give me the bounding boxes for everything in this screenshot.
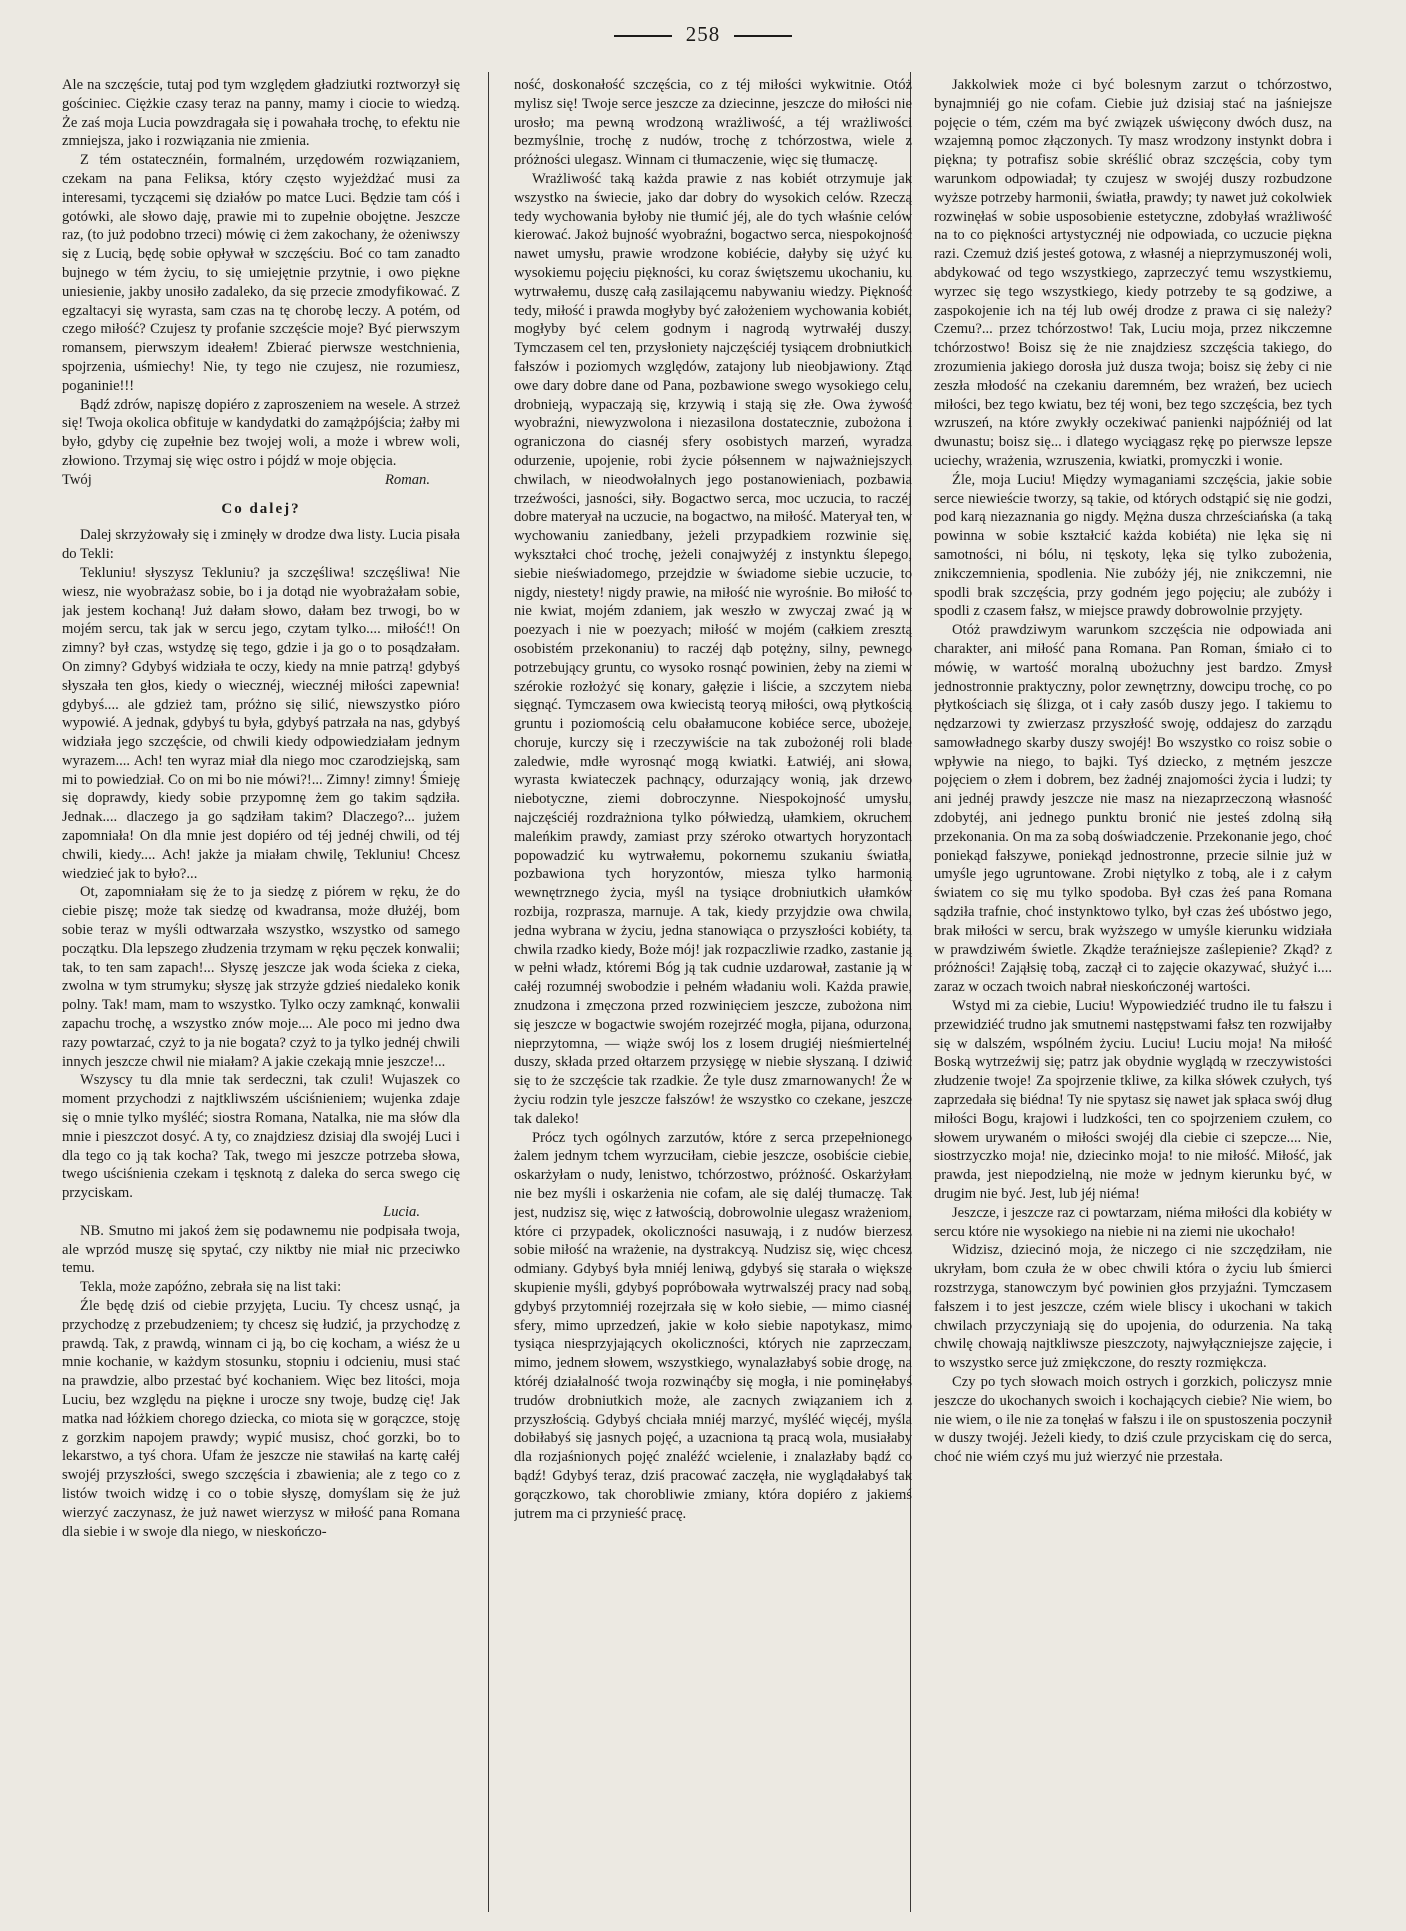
- paragraph: Otóż prawdziwym warunkom szczęścia nie odpowiada ani charakter, ani miłość pana Romana. Pan Roman, śmiało ci to mówię, w wartość moralną ubożuchny jest bardzo. Zmysł jednostronnie praktyczny, polor zewnętrzny, dowcipu trochę, co po płytkościach się ślizga, ot i cały zasób duszy jego. I takiemu to nędzarzowi ty zwierzasz przyszłość swoję, oddajesz do zarządu samowładnego skarby duszy swojéj! Bo wszystko co roisz sobie o wpływie na niego, to bajki. Tyś dziecko, z mętném jeszcze pojęciem o złem i dobrem, bez żadnéj znajomości życia i ludzi; ty ani jednéj prawdy jeszcze nie masz na niezaprzeczoną własność zdobytéj, ani jednego punktu bronić nie jesteś zdolną siłą przekonania. On ma za sobą doświadczenie. Przekonanie jego, choć poniekąd fałszywe, poniekąd jednostronne, przecie silnie już w umyśle jego ugruntowane. Zrobi niętylko z tobą, ale i z całym światem co się mu tylko spodoba. Był czas żeś pana Romana sądziła trafnie, choć instynktowo tylko, był czas żeś ubóstwo jego, brak miłości w sercu, brak wyższego w umyśle kierunku widziała w prawdziwém świetle. Zkądże teraźniejsze zaślepienie? Zkąd? z próżności! Zająłsię tobą, zaczął ci to zajęcie okazywać, służyć i.... zaraz w oczach twoich nabrał nieskończonéj wartości.: [934, 622, 1332, 996]
- paragraph: Wstyd mi za ciebie, Luciu! Wypowiedziéć trudno ile tu fałszu i przewidziéć trudno jak smutnemi następstwami fałsz ten rozwijałby się w dalszém, wspólném życiu. Luciu! Luciu moja! Na miłość Boską wytrzeźwij się; patrz jak obydnie wyglądą w rzeczywistości złudzenie twoje! Za spojrzenie tkliwe, za kilka słówek czułych, tyś zaprzedała się biédna! Ty nie spytasz się nawet jak spłaca swój dług miłości Bogu, krajowi i ludzkości, ten co spojrzeniem czułem, co słowem urywaném o miłości swojéj dla ciebie ci szepcze.... Nie, siostrzyczko moja! nie, dziecinko moja! to nie miłość. Miłość, jak prawda, jest niepodzielną, nie może w jednym kierunku być, w drugim nie być. Jest, lub jéj niéma!: [934, 998, 1332, 1203]
- paragraph: Widzisz, dziecinó moja, że niczego ci nie szczędziłam, nie ukryłam, bom czuła że w obec chwili która o życiu lub śmierci rozstrzyga, stanowczym być powinien głos przyjaźni. Tymczasem fałszem i to jest jeszcze, czém wiele bliscy i ukochani w takich chwilach przyczyniają się do upojenia, do odurzenia. Na taką chwilę chowają najtkliwsze pieszczoty, najwyłączniejsze zajęcie, i to wszystko serce już zmiękczone, do reszty rozmiękcza.: [934, 1242, 1332, 1372]
- section-heading: Co dalej?: [221, 500, 301, 517]
- signature-line: [62, 471, 460, 490]
- column-2: [514, 76, 912, 1902]
- header-rule-right: [734, 35, 792, 37]
- paragraph: NB. Smutno mi jakoś żem się podawnemu nie podpisała twoja, ale wprzód muszę się spytać, czy niktby nie miał nic przeciwko temu.: [62, 1222, 460, 1277]
- page-number-text: 258: [685, 22, 721, 46]
- paragraph: Z tém ostatecznéin, formalném, urzędowém rozwiązaniem, czekam na pana Feliksa, który często wyjeżdżać musi za interesami, tyczącemi się działów po matce Luci. Będzie tam cóś i gotówki, ale słowo daję, prawie mi to zupełnie obojętne. Jeszcze raz, (to już podobno trzeci) mówię ci żem zakochany, że ożeniwszy się z Lucią, będę sobie opływał w szczęściu. Boć co tam zanadto bujnego w tém życiu, to się umiejętnie przytnie, i owo piękne uniesienie, jakby unosiło zadaleko, da się przecie zmodyfikować. Z egzaltacyi się wyrasta, sam czas na tę chorobę leczy. A potém, od czego miłość? Czujesz ty profanie szczęście moje? Być pierwszym romansem, pierwszym ideałem! Zbierać pierwsze westchnienia, spojrzenia, uśmiechy! Nie, ty tego nie czujesz, nie rozumiesz, poganinie!!!: [62, 152, 460, 394]
- signature-roman: Roman.: [385, 471, 430, 488]
- column-3: [934, 76, 1332, 1902]
- paragraph: Źle będę dziś od ciebie przyjęta, Luciu. Ty chcesz usnąć, ja przychodzę z przebudzeniem; ty chcesz się łudzić, ja przychodzę z prawdą. Tak, z prawdą, winnam ci ją, bo cię kocham, a wiész że u mnie kochanie, w każdym stosunku, stopniu i odcieniu, musi stać na prawdzie, albo przestać być kochaniem. Więc bez litości, moja Luciu, bez względu na piękne i urocze sny twoje, budzę cię! Jak matka nad łóżkiem chorego dziecka, co miota się w gorączce, stoję z gorzkim napojem prawdy; wypić musisz, choć gorzki, bo to lekarstwo, a tyś chora. Ufam że jeszcze nie stawiłaś na kartę całéj swojéj przyszłości, swego szczęścia i zbawienia; ale z tego co z listów twoich widzę i co o tobie słyszę, domyślam się że już wierzyć zaczynasz, że już nawet wierzysz w miłość pana Romana dla siebie i w swoje dla niego, w nieskończo-: [62, 1298, 460, 1540]
- paragraph: Ale na szczęście, tutaj pod tym względem gładziutki roztworzył się gościniec. Ciężkie czasy teraz na panny, mamy i ciocie to wiedzą. Że zaś moja Lucia powzdragała się i powahała trochę, to efektu nie zmniejsza, jako i rozwiązania nie zmienia.: [62, 77, 460, 150]
- paragraph: Jeszcze, i jeszcze raz ci powtarzam, niéma miłości dla kobiéty w sercu które nie wysokiego na niebie ni na ziemi nie ukochało!: [934, 1204, 1332, 1240]
- signature-closing: Twój: [62, 471, 92, 488]
- paragraph: Prócz tych ogólnych zarzutów, które z serca przepełnionego żalem jednym tchem wyrzuciłam, ciebie jeszcze, osobiście ciebie, oskarżyłam o nudy, lenistwo, tchórzostwo, próżność. Oskarżyłam nie bez myśli i oskarżenia nie cofam, ale się daléj tłumaczę. Tak jest, nudzisz się, więc z łatwością, dobrowolnie ulegasz wrażeniom, które ci przypadek, okoliczności nasuwają, i z nudów bierzesz sobie miłość na wrażenie, na dystrakcyą. Nudzisz się, więc chcesz odmiany. Gdybyś była mniéj leniwą, gdybyś się starała o większe skupienie myśli, gdybyś popróbowała wytrwalszéj pracy nad sobą, gdybyś przytomniéj rozejrzała się w koło siebie, — mimo ciasnéj sfery, mimo uprzedzeń, jakie w koło siebie napotykasz, mimo tysiąca niesprzyjających okoliczności, których nie zaprzeczam, mimo, jednem słowem, wszystkiego, wynalazłabyś sobie drogę, na któréj działalność twoja rozwinąćby się mogła, i nie pominęłabyś trudów drobniutkich może, ale zacnych związaniem ich z przyszłością. Gdybyś chciała mniéj marzyć, myśléć więcéj, myśla dobiłabyś się jasnych pojęć, a uzacniona tą pracą wola, musiałaby dla rozjaśnionych pojęć znaléźć wcielenie, i znalazłaby bądź co bądź! Gdybyś teraz, dziś pracować zaczęła, nie wyglądałabyś tak gorączkowo, tak chorobliwie zmiany, która dopiéro z jakiemś jutrem ma ci przynieść pracę.: [514, 1129, 912, 1522]
- paragraph: Czy po tych słowach moich ostrych i gorzkich, policzysz mnie jeszcze do ukochanych swoich i kochających ciebie? Nie wiem, bo nie wiem, o ile nie za tonęłaś w fałszu i ile on spustoszenia poczynił w duszy twojéj. Jeżeli kiedy, to dziś czule przyciskam cię do serca, choć nie wiém czyś mu już wierzyć nie przestała.: [934, 1373, 1332, 1466]
- paragraph: Wrażliwość taką każda prawie z nas kobiét otrzymuje jak wszystko na świecie, jako dar dobry do wysokich celów. Rzeczą tedy wychowania byłoby nie tłumić jéj, ale do tych właśnie celów kierować. Jakoż bujność wyobraźni, bogactwo serca, niespokojność nawet umysłu, prawie wrodzone kobiécie, dałyby się użyć ku wysokiemu pojęciu piękności, ku coraz świętszemu ukochaniu, ku wytrwałemu, duszę całą zasilającemu nabywaniu wiedzy. Piękność tedy, miłość i prawda mogłyby być założeniem wychowania kobiét, mogłyby być celem godnym i nagrodą wytrwałéj duszy. Tymczasem cel ten, przysłoniety najczęściéj tysiącem drobniutkich fałszów i poziomych względów, zatajony lub nieobjawiony. Ztąd owe dary dobre dane od Pana, pozbawione swego wysokiego celu, drobnieją, wypaczają się, krzywią i stają się złe. Owa żywość wyobraźni, niewyzwolona i niezasilona dostatecznie, zubożona i ograniczona do ciasnéj sfery osobistych marzeń, wyradza odurzenie, upojenie, robi życie półsennem w najważniejszych chwilach, w nieodwołalnych jego postanowieniach, pozbawia trzeźwości, jasności, siły. Bogactwo serca, moc uczucia, to raczéj dobre materyał na uczucie, na bogactwo, na miłość. Materyał ten, w wychowaniu zaniedbany, jeżeli przypadkiem rozwinie się, wykształci choć trochę, jeżeli conajwyżéj z instynktu ślepego, siebie nieświadomego, przejdzie w świadome siebie uczucie, to nigdy, niestety! nigdy prawie, na miłość nie wyrośnie. Bo miłość to nie kwiat, mojém zdaniem, jak weszło w zwyczaj zwać ją w poezyach i nie w poezyach; miłość w mojém (całkiem zresztą osobistém przekonaniu) to raczéj dąb potężny, silny, pewnego potrzebujący gruntu, co wysoko rosnąć powinien, żeby na ziemi w szérokie rozłożyć się konary, gałęzie i liście, a szczytem nieba sięgnąć. Tymczasem owa kwiecistą teoryą miłości, ową płytkością gruntu i poziomością celu obałamucone kobiéce serce, ubożeje, choruje, kurczy się i rzeczywiście na tak zubożonéj roli blade zaledwie, mdłe wyrosnąć mogą kwiatki. Łatwiéj, ani słowa, wyrasta kwiateczek pachnący, odurzający wonią, jak drzewo niebotyczne, ziemi dobroczynne. Niespokojność umysłu, najczęściéj rozdrażniona tylko półwiedzą, ułamkiem, okruchem maleńkim prawdy, zamiast przy széroko otwartych horyzontach popowadzić ku wytrwałemu, pokornemu szukaniu światła, pozbawiona tych horyzontów, miesza tylko harmonią wewnętrznego życia, myśl na tysiące drobniutkich ułamków rozbija, rozprasza, marnuje. A tak, kiedy przyjdzie owa chwila, jedna wybrana w życiu, jedna stanowiąca o przyszłości kobiéty, ta chwila rzadko kiedy, Boże mój! jak rozpaczliwie rzadko, zastanie ją w pełni władz, któremi Bóg ją tak cudnie uzdarował, zastanie ją w całéj rozumnéj swobodzie i pełném władaniu woli. Każda prawie, znudzona i zmęczona przed rozwinięciem jeszcze, zubożona nim się jeszcze w bogactwie swojém rozejrzéć mogła, pijana, odurzona, nieprzytomna, — wiąże swój los z losem drugiéj nieśmiertelnéj duszy, składa przed ołtarzem przysięgę w niebie słyszaną. I dziwić się to że szczęście tak rzadkie. Że tyle dusz zmarnowanych! Że w życiu rodzin tyle jeszcze fałszów! że wszystko co czekane, jeszcze tak daleko!: [514, 170, 912, 1127]
- paragraph: Jakkolwiek może ci być bolesnym zarzut o tchórzostwo, bynajmniéj go nie cofam. Ciebie już dzisiaj stać na jaśniejsze pojęcie o tém, czém ma być związek uświęcony dwóch dusz, na wzajemną pomoc złączonych. Ty masz wrodzony instynkt dobra i piękna; ty potrafisz sobie skréślić obraz szczęścia, coby tym warunkom odpowiadał; ty czujesz w swojéj duszy rozbudzone wyższe potrzeby harmonii, światła, prawdy; ty nawet już cokolwiek rozwinęłaś w sobie usposobienie estetyczne, zdobyłaś wrażliwość na to co piękności artystycznéj nie odpowiada, co uczucie piękna razi. Czemuż dziś jesteś gotowa, z własnéj a nieprzymuszonéj woli, abdykować od tego wszystkiego, zaprzeczyć temu wszystkiemu, wyrzec się tego wszystkiego, kiedy potrzeby te są godziwe, a zaspokojenie ich na téj lub owéj drodze z prawa ci się należy? Czemu?... przez tchórzostwo! Tak, Luciu moja, przez nikczemne tchórzostwo! Boisz się że nie znajdziesz szczęścia takiego, do zrozumienia jakiego dorosła już dusza twoja; boisz się żeby ci nie zeszła młodość na czekaniu daremném, bez wrażeń, bez uciech miłości, bez tego kwiatu, bez téj woni, bez tego szczęścia, bez tych wzruszeń, na które zwykły oczekiwać panienki najpóźniéj od lat dwunastu; boisz się... i dlatego wyciągasz rękę po pierwsze lepsze uciechy, wrażenia, wzruszenia, kwiatki, promyczki i wonie.: [934, 77, 1332, 469]
- paragraph: Ot, zapomniałam się że to ja siedzę z piórem w ręku, że do ciebie piszę; może tak siedzę od kwadransa, może dłużéj, bom sobie teraz w myśli odtwarzała wszystko, wszystko od samego początku. Dla lepszego złudzenia trzymam w ręku pęczek konwalii; tak, to ten sam zapach!... Słyszę jeszcze jak woda ścieka z cieka, zwolna w tym strumyku; słyszę jak strzyże gdzieś niedaleko konik polny. Tak! mam, mam to wszystko. Tylko oczy zamknąć, konwalii zapachu trochę, a wszystko znów moje.... Ale poco mi jedno dwa razy powtarzać, czyż to ja nie bogata? czyż to ja tylko jednéj chwili innych jeszcze chwil nie miałam? A jakie czekają mnie jeszcze!...: [62, 884, 460, 1070]
- page-number: [0, 22, 1406, 47]
- paragraph: Dalej skrzyżowały się i zminęły w drodze dwa listy. Lucia pisała do Tekli:: [62, 527, 460, 563]
- paragraph: Tekluniu! słyszysz Tekluniu? ja szczęśliwa! szczęśliwa! Nie wiesz, nie wyobrażasz sobie, bo i ja dotąd nie wyobrażałam sobie, jak jestem kochaną! Już dałam słowo, dałam bez trwogi, bo w mojém sercu, tak jak w sercu jego, czytam tylko.... miłość!! On zimny? był czas, wstydzę się tego, gdzie i ja go o to posądzałam. On zimny? Gdybyś widziała te oczy, kiedy na mnie patrzą! gdybyś słyszała ten głos, kiedy o wiecznéj, wiecznéj miłości zapewnia! gdybyś.... ale gdzież tam, próżno się silić, niewszystko pióro wypowié. A jednak, gdybyś tu była, gdybyś patrzała na nas, gdybyś widziała jego szczęście, od chwili kiedy odpowiedziałam jednym wyrazem.... Ach! ten wyraz miał dla niego moc czarodziejską, sam mi to powiedział. Co on mi bo nie mówi?!... Zimny! zimny! Śmieję się doprawdy, kiedy sobie przypomnę żem go takim sądziła. Jednak.... dlaczego ja go sądziłam takim? Dlaczego?... jużem zapomniała! On dla mnie jest dopiéro od téj jednéj chwili, od téj chwili, kiedy.... Ach! jakże ja miałam chwilę, Tekluniu! Chcesz wiedzieć jak to było?...: [62, 564, 460, 882]
- header-rule-left: [614, 35, 672, 37]
- paragraph: ność, doskonałość szczęścia, co z téj miłości wykwitnie. Otóż mylisz się! Twoje serce jeszcze za dziecinne, jeszcze do miłości nie urosło; ma pewną wrodzoną wrażliwość, a téj wrażliwości bezmyślnie, trochę z nudów, trochę z tchórzostwa, wiele z próżności ulegasz. Winnam ci tłumaczenie, więc się tłumaczę.: [514, 77, 912, 169]
- signature-lucia: Lucia.: [383, 1204, 420, 1221]
- paragraph: Wszyscy tu dla mnie tak serdeczni, tak czuli! Wujaszek co moment przychodzi z najtkliwszém uściśnieniem; wujenka zdaje się o mnie tylko myśléć; siostra Romana, Natalka, nie ma słów dla mnie i pieszczot dosyć. A ty, co znajdziesz dzisiaj dla swojéj Luci i dla tego co ją tak kocha? Tak, twego mi jeszcze potrzeba słowa, twego uściśnienia czekam i tęsknotą z daleka do serca swego cię przyciskam.: [62, 1072, 460, 1202]
- column-1: [62, 76, 460, 1902]
- paragraph: Tekla, może zapóźno, zebrała się na list taki:: [80, 1279, 342, 1296]
- column-divider: [488, 72, 489, 1912]
- paragraph: Bądź zdrów, napiszę dopiéro z zaproszeniem na wesele. A strzeż się! Twoja okolica obfituje w kandydatki do zamążpójścia; żałby mi było, gdyby cię zupełnie bez twojej woli, a może i wbrew woli, złowiono. Trzymaj się więc ostro i pójdź w moje objęcia.: [62, 396, 460, 469]
- paragraph: Źle, moja Luciu! Między wymaganiami szczęścia, jakie sobie serce niewieście tworzy, są takie, od których odstąpić się nie godzi, pod karą niezaznania go nigdy. Mężna dusza chrześciańska (a taką powinna w sobie kształcić każda kobiéta) nie lęka się ni samotności, ni bólu, ni tęskoty, lęka się tylko zubożenia, znikczemnienia, spodlenia. Nie zubóży jéj, nie znikczemni, nie spodli brak szczęścia, przy godném jego pojęciu; ale zubóży i spodli z czasem fałsz, w miejsce prawdy dobrowolnie przyjęty.: [934, 471, 1332, 620]
